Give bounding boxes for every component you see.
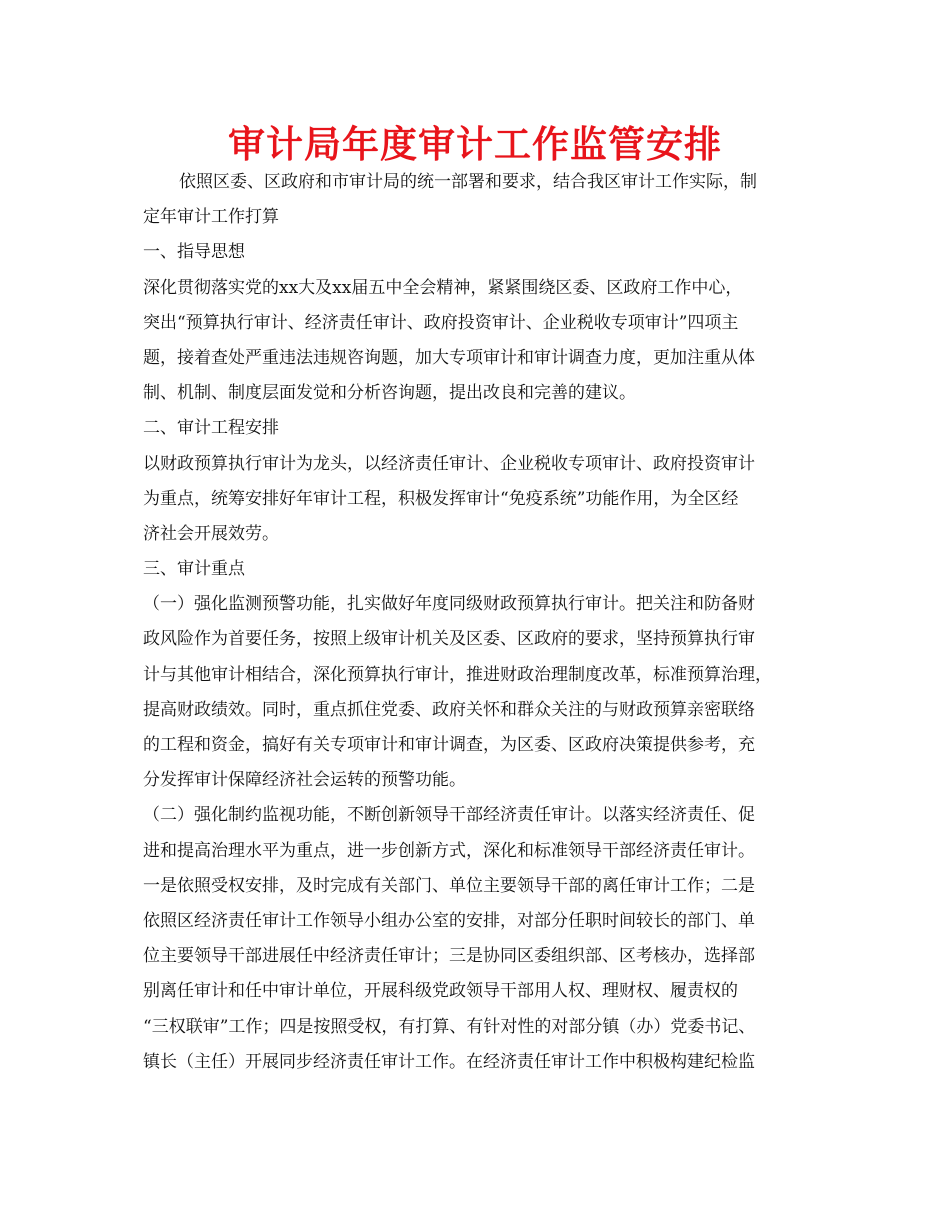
body-line: 依照区委、区政府和市审计局的统一部署和要求，结合我区审计工作实际，制: [179, 172, 757, 192]
section-heading: 二、审计工程安排: [143, 418, 279, 439]
document-body: [143, 165, 823, 1080]
body-line: 深化贯彻落实党的xx大及xx届五中全会精神，紧紧围绕区委、区政府工作中心，: [143, 277, 743, 298]
body-line: “三权联审”工作；四是按照受权，有打算、有针对性的对部分镇（办）党委书记、: [143, 1016, 756, 1037]
body-line: 进和提高治理水平为重点，进一步创新方式，深化和标准领导干部经济责任审计。: [143, 840, 755, 861]
body-line: 的工程和资金，搞好有关专项审计和审计调查，为区委、区政府决策提供参考，充: [143, 735, 755, 755]
body-line: 突出“预算执行审计、经济责任审计、政府投资审计、企业税收专项审计”四项主: [143, 312, 739, 333]
section-heading: 一、指导思想: [143, 242, 245, 263]
body-line: 计与其他审计相结合，深化预算执行审计，推进财政治理制度改革，标准预算治理，: [143, 664, 772, 685]
body-line: 制、机制、制度层面发觉和分析咨询题，提出改良和完善的建议。: [143, 383, 636, 404]
body-line: 为重点，统筹安排好年审计工程，积极发挥审计“免疫系统”功能作用，为全区经: [143, 488, 739, 509]
body-line: 别离任审计和任中审计单位，开展科级党政领导干部用人权、理财权、履责权的: [143, 981, 738, 1002]
body-line: 以财政预算执行审计为龙头，以经济责任审计、企业税收专项审计、政府投资审计: [143, 453, 755, 474]
body-line: 定年审计工作打算: [143, 207, 279, 228]
body-line: 镇长（主任）开展同步经济责任审计工作。在经济责任审计工作中积极构建纪检监: [143, 1051, 755, 1072]
body-line: 济社会开展效劳。: [143, 523, 279, 544]
body-line: （一）强化监测预警功能，扎实做好年度同级财政预算执行审计。把关注和防备财: [143, 594, 755, 615]
section-heading: 三、审计重点: [143, 559, 245, 580]
body-line: 位主要领导干部进展任中经济责任审计；三是协同区委组织部、区考核办，选择部: [143, 946, 755, 967]
body-line: 题，接着查处严重违法违规咨询题，加大专项审计和审计调查力度，更加注重从体: [143, 347, 755, 368]
body-line: 提高财政绩效。同时，重点抓住党委、政府关怀和群众关注的与财政预算亲密联络: [143, 699, 755, 720]
body-line: 政风险作为首要任务，按照上级审计机关及区委、区政府的要求，坚持预算执行审: [143, 629, 755, 650]
body-line: 依照区经济责任审计工作领导小组办公室的安排，对部分任职时间较长的部门、单: [143, 910, 755, 931]
document-title: 审计局年度审计工作监管安排: [228, 123, 722, 166]
body-line: （二）强化制约监视功能，不断创新领导干部经济责任审计。以落实经济责任、促: [143, 805, 755, 826]
body-line: 一是依照受权安排，及时完成有关部门、单位主要领导干部的离任审计工作；二是: [143, 875, 755, 896]
body-line: 分发挥审计保障经济社会运转的预警功能。: [143, 770, 466, 791]
